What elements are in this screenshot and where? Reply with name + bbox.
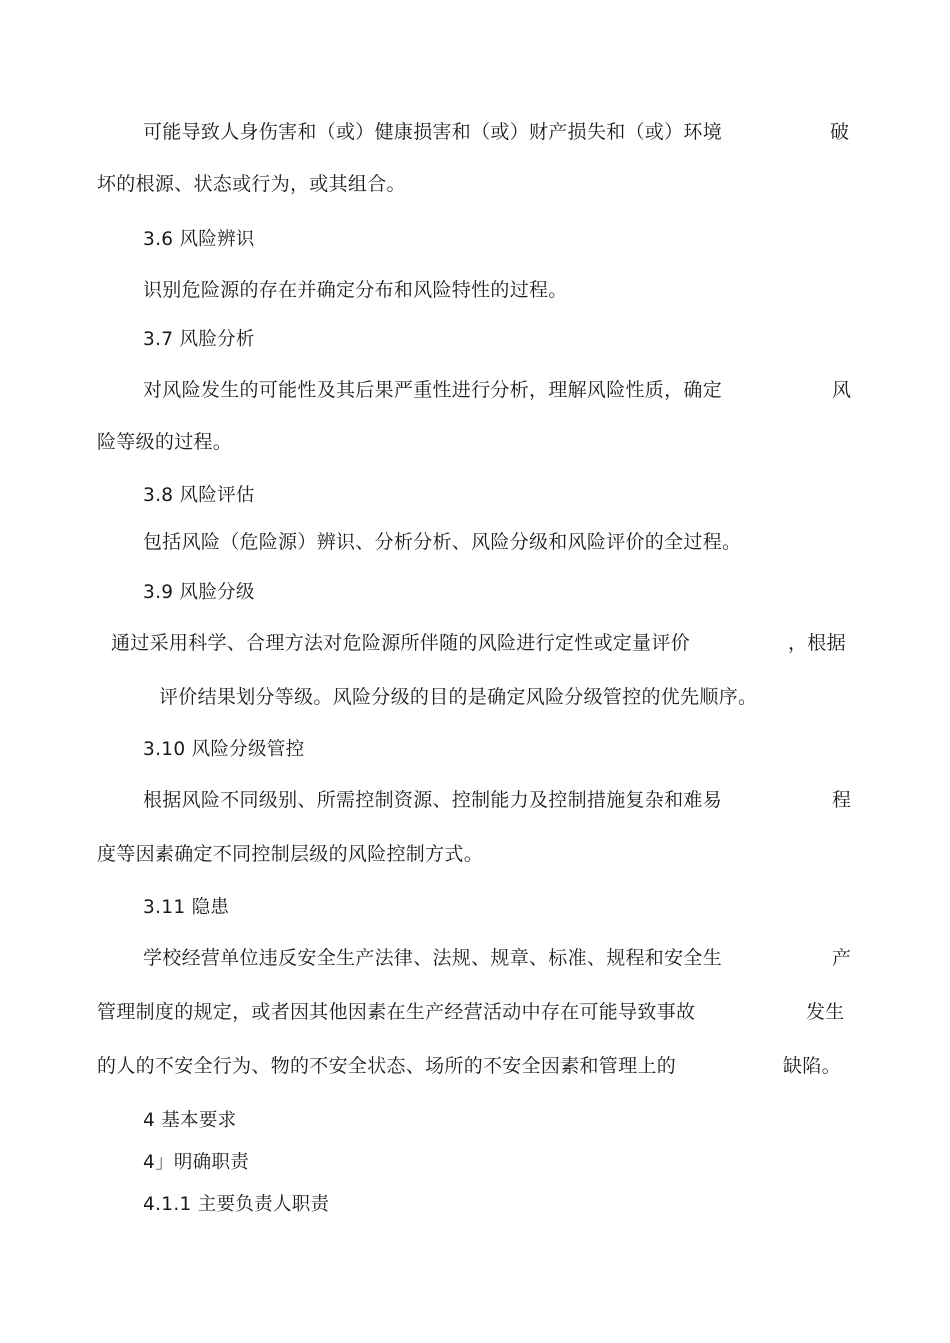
paragraph-line-tail: 破 — [830, 121, 850, 143]
section-heading-3-6: 3.6 风险辨识 — [143, 229, 255, 250]
section-heading-3-9: 3.9 风脸分级 — [143, 582, 255, 603]
paragraph-line: 通过采用科学、合理方法对危险源所伴随的风险进行定性或定量评价 — [111, 632, 691, 654]
paragraph-line: 管理制度的规定，或者因其他因素在生产经营活动中存在可能导致事故 — [97, 1001, 696, 1023]
section-heading-3-10: 3.10 风险分级管控 — [143, 739, 305, 760]
paragraph-line: 险等级的过程。 — [97, 431, 233, 453]
section-heading-3-11: 3.11 隐患 — [143, 897, 230, 918]
paragraph-line: 评价结果划分等级。风险分级的目的是确定风险分级管控的优先顺序。 — [159, 686, 758, 708]
section-heading-4: 4 基本要求 — [143, 1110, 237, 1131]
section-heading-4-1-1: 4.1.1 主要负责人职责 — [143, 1194, 330, 1215]
paragraph-line: 包括风险（危险源）辨识、分析分析、风险分级和风险评价的全过程。 — [143, 531, 742, 553]
paragraph-line-tail: 程 — [832, 789, 852, 811]
paragraph-line: 对风险发生的可能性及其后果严重性进行分析，理解风险性质，确定 — [143, 379, 723, 401]
paragraph-line: 识别危险源的存在并确定分布和风险特性的过程。 — [143, 279, 568, 301]
paragraph-line: 根据风险不同级别、所需控制资源、控制能力及控制措施复杂和难易 — [143, 789, 723, 811]
section-heading-4-1: 4」明确职责 — [143, 1152, 250, 1173]
paragraph-line: 可能导致人身伤害和（或）健康损害和（或）财产损失和（或）环境 — [143, 121, 723, 143]
paragraph-line: 坏的根源、状态或行为，或其组合。 — [97, 173, 406, 195]
paragraph-line-tail: 缺陷。 — [783, 1055, 841, 1077]
paragraph-line-tail: 产 — [832, 947, 852, 969]
paragraph-line-tail: ，根据 — [788, 632, 846, 654]
paragraph-line-tail: 发生 — [806, 1001, 845, 1023]
paragraph-line-tail: 风 — [832, 379, 852, 401]
paragraph-line: 学校经营单位违反安全生产法律、法规、规章、标准、规程和安全生 — [143, 947, 723, 969]
section-heading-3-7: 3.7 风脸分析 — [143, 329, 255, 350]
paragraph-line: 的人的不安全行为、物的不安全状态、场所的不安全因素和管理上的 — [97, 1055, 677, 1077]
paragraph-line: 度等因素确定不同控制层级的风险控制方式。 — [97, 843, 484, 865]
section-heading-3-8: 3.8 风险评估 — [143, 485, 255, 506]
